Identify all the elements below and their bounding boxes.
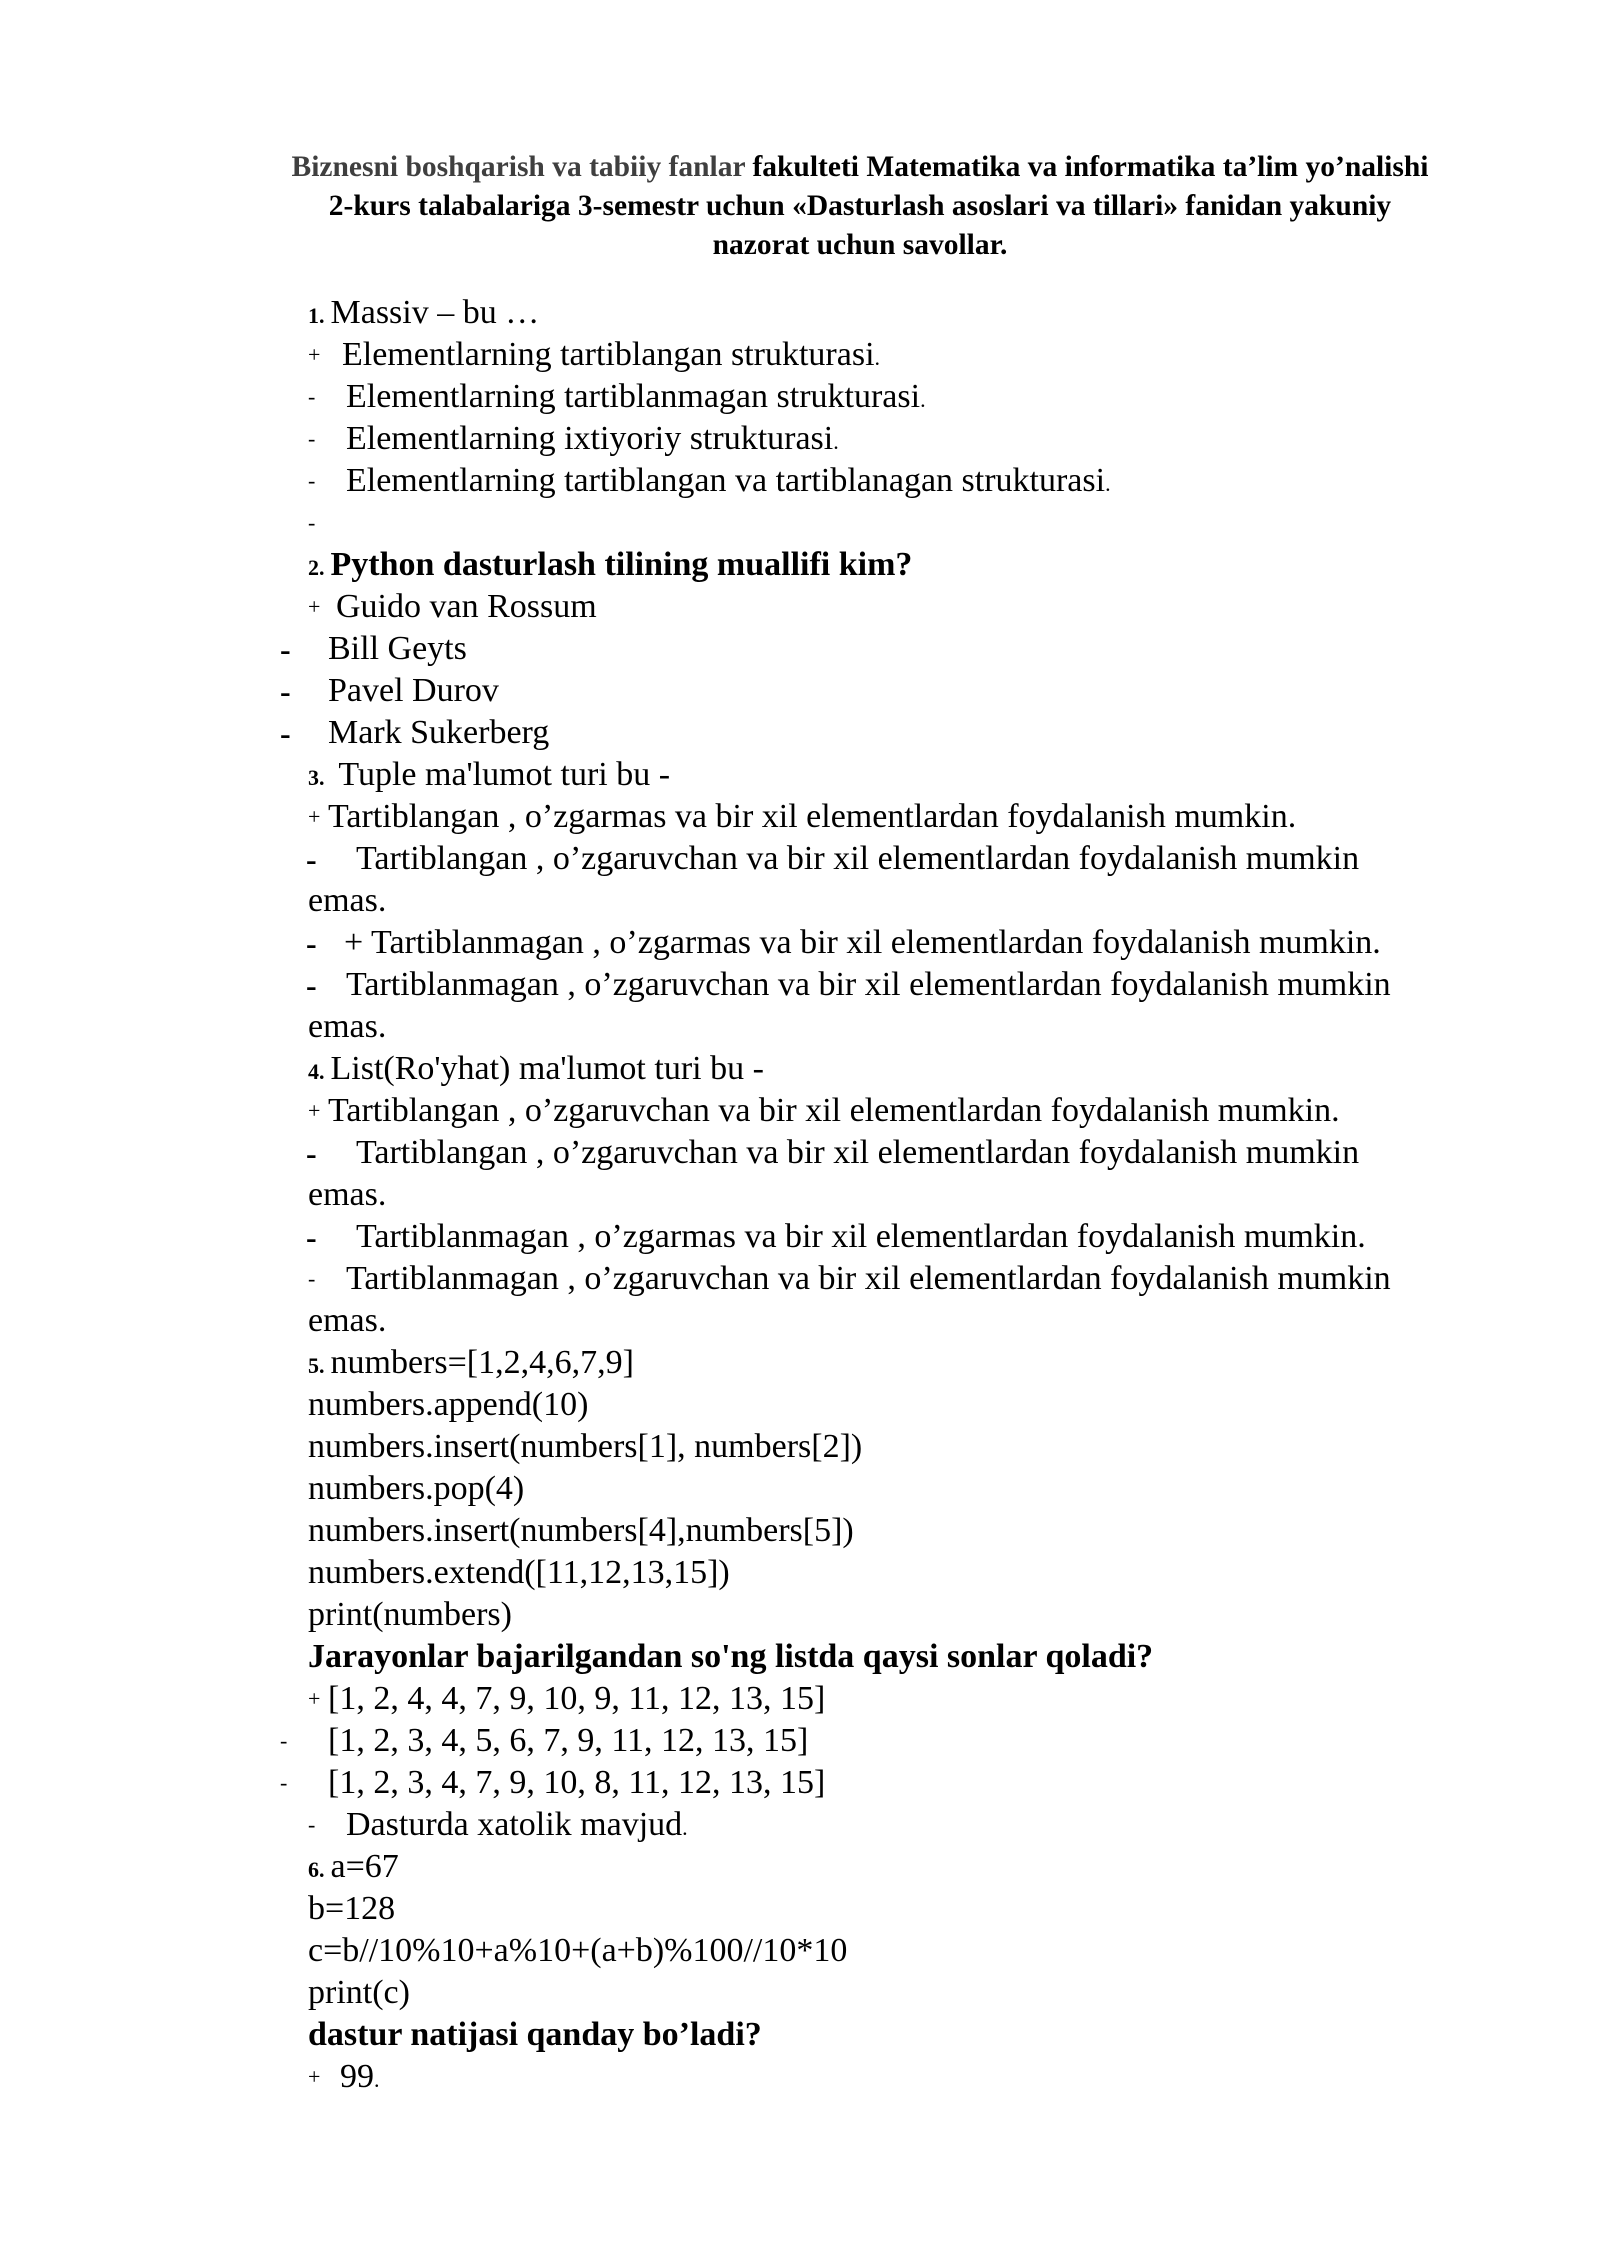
document-line (0, 1552, 1600, 1594)
question-list (0, 292, 1600, 2098)
document-line (0, 1720, 1600, 1762)
correct-answer-marker: + (308, 1686, 321, 1711)
option-text: print(numbers) (308, 1596, 512, 1633)
option-text: b=128 (308, 1890, 396, 1927)
option-text: print(c) (308, 1974, 410, 2011)
line-content (308, 1426, 862, 1468)
document-line (0, 754, 1600, 796)
document-line (0, 1426, 1600, 1468)
option-text: Bill Geyts (328, 630, 467, 667)
document-line (0, 1888, 1600, 1930)
line-content (346, 376, 926, 421)
option-text: Tartiblangan , o’zgaruvchan va bir xil elementlardan foydalanish mumkin (356, 1134, 1360, 1171)
option-text: [1, 2, 3, 4, 7, 9, 10, 8, 11, 12, 13, 15] (328, 1764, 826, 1801)
line-content (340, 2056, 380, 2101)
document-line (0, 1258, 1600, 1300)
document-line (0, 712, 1600, 754)
trailing-period: . (920, 387, 926, 412)
line-content (308, 1300, 386, 1342)
line-content (346, 1804, 688, 1849)
line-content (308, 1006, 386, 1048)
question-text: numbers=[1,2,4,6,7,9] (330, 1344, 634, 1381)
line-content (308, 1342, 634, 1387)
option-marker: - (280, 1770, 288, 1795)
line-content (308, 1636, 1153, 1678)
line-content (308, 880, 386, 922)
question-text: Python dasturlash tilining muallifi kim? (330, 546, 913, 583)
document-line (0, 1468, 1600, 1510)
document-line (0, 1678, 1600, 1720)
line-content (328, 1762, 825, 1804)
document-line (0, 1342, 1600, 1384)
document-line (0, 628, 1600, 670)
option-marker: - (308, 468, 316, 493)
option-text: numbers.append(10) (308, 1386, 589, 1423)
option-text: Elementlarning tartiblangan strukturasi (342, 336, 875, 373)
option-marker: - (308, 1266, 316, 1291)
header-faculty: Biznesni boshqarish va tabiiy fanlar (291, 151, 753, 183)
line-content (328, 796, 1296, 838)
line-content (328, 628, 467, 670)
line-content (336, 586, 597, 628)
document-line (0, 964, 1600, 1006)
question-number: 5. (308, 1353, 325, 1378)
line-content (356, 1216, 1366, 1258)
header-line-2: 2-kurs talabalariga 3-semestr uchun «Dasturlash asoslari va tillari» fanidan yakuniy (328, 190, 1392, 222)
line-content (308, 1846, 399, 1891)
document-line (0, 1132, 1600, 1174)
document-line (0, 1006, 1600, 1048)
option-marker: - (308, 426, 316, 451)
document-line (0, 1930, 1600, 1972)
document-line (0, 2056, 1600, 2098)
document-line (0, 1216, 1600, 1258)
option-marker: - (306, 1219, 317, 1255)
trailing-period: . (874, 345, 881, 370)
line-content (346, 460, 1111, 505)
option-text: Guido van Rossum (336, 588, 597, 625)
line-content (308, 1384, 588, 1426)
correct-answer-marker: + (308, 1098, 321, 1123)
line-content (328, 670, 499, 712)
document-line (0, 1762, 1600, 1804)
question-number: 2. (308, 555, 325, 580)
document-line (0, 1090, 1600, 1132)
line-content (308, 754, 670, 799)
option-text: Tartiblanmagan , o’zgaruvchan va bir xil elementlardan foydalanish mumkin (346, 966, 1391, 1003)
trailing-period: . (374, 2067, 380, 2092)
option-text: Tartiblangan , o’zgaruvchan va bir xil elementlardan foydalanish mumkin (356, 840, 1360, 877)
document-line (0, 292, 1600, 334)
line-content (308, 1930, 847, 1972)
trailing-period: . (682, 1815, 688, 1840)
document-line (0, 1846, 1600, 1888)
option-text: Jarayonlar bajarilgandan so'ng listda qaysi sonlar qoladi? (308, 1638, 1154, 1675)
option-text: Tartiblangan , o’zgarmas va bir xil elementlardan foydalanish mumkin. (328, 798, 1297, 835)
option-marker: - (306, 1135, 317, 1171)
line-content (308, 1468, 524, 1510)
document-line (0, 334, 1600, 376)
document-line (0, 1804, 1600, 1846)
line-content (328, 1720, 808, 1762)
line-content (308, 1048, 764, 1093)
document-line (0, 1510, 1600, 1552)
option-text: Elementlarning tartiblangan va tartiblanagan strukturasi (346, 462, 1106, 499)
option-text: numbers.insert(numbers[1], numbers[2]) (308, 1428, 863, 1465)
line-content (308, 1888, 395, 1930)
correct-answer-marker: + (308, 2064, 321, 2089)
option-text: [1, 2, 4, 4, 7, 9, 10, 9, 11, 12, 13, 15] (328, 1680, 826, 1717)
option-text: [1, 2, 3, 4, 5, 6, 7, 9, 11, 12, 13, 15] (328, 1722, 809, 1759)
document-header (200, 148, 1520, 265)
line-content (346, 964, 1391, 1006)
question-number: 1. (308, 303, 325, 328)
option-text: numbers.extend([11,12,13,15]) (308, 1554, 730, 1591)
correct-answer-marker: + (308, 342, 321, 367)
correct-answer-marker: + (308, 804, 321, 829)
option-text: Mark Sukerberg (328, 714, 550, 751)
document-line (0, 1174, 1600, 1216)
line-content (328, 712, 549, 754)
line-content (346, 418, 839, 463)
option-text: Tartiblanmagan , o’zgaruvchan va bir xil elementlardan foydalanish mumkin (346, 1260, 1391, 1297)
option-marker: - (280, 673, 291, 709)
header-line-3: nazorat uchun savollar. (712, 229, 1008, 261)
option-text: Pavel Durov (328, 672, 499, 709)
line-content (308, 2014, 762, 2056)
line-content (346, 1258, 1391, 1300)
option-text: Tartiblangan , o’zgaruvchan va bir xil elementlardan foydalanish mumkin. (328, 1092, 1340, 1129)
line-content (308, 544, 912, 589)
option-text: emas. (308, 1008, 387, 1045)
option-text: 99 (340, 2058, 374, 2095)
line-content (308, 1972, 410, 2014)
option-text: c=b//10%10+a%10+(a+b)%100//10*10 (308, 1932, 848, 1969)
document-line (0, 2014, 1600, 2056)
option-marker: - (306, 967, 317, 1003)
document-line (0, 544, 1600, 586)
document-line (0, 586, 1600, 628)
option-marker: - (308, 510, 316, 535)
document-line (0, 880, 1600, 922)
line-content (308, 1552, 730, 1594)
option-text: emas. (308, 1302, 387, 1339)
option-marker: - (306, 841, 317, 877)
question-text: Tuple ma'lumot turi bu - (330, 756, 671, 793)
option-text: + Tartiblanmagan , o’zgarmas va bir xil elementlardan foydalanish mumkin. (344, 924, 1381, 961)
option-marker: - (280, 631, 291, 667)
document-line (0, 1384, 1600, 1426)
option-text: Elementlarning tartiblanmagan strukturasi (346, 378, 921, 415)
option-text: emas. (308, 1176, 387, 1213)
question-text: a=67 (330, 1848, 399, 1885)
option-text: Tartiblanmagan , o’zgarmas va bir xil elementlardan foydalanish mumkin. (356, 1218, 1366, 1255)
question-number: 6. (308, 1857, 325, 1882)
document-line (0, 502, 1600, 544)
line-content (328, 1090, 1340, 1132)
line-content (356, 1132, 1359, 1174)
option-marker: - (306, 925, 317, 961)
option-text: dastur natijasi qanday bo’ladi? (308, 2016, 762, 2053)
option-text: Dasturda xatolik mavjud (346, 1806, 683, 1843)
document-line (0, 670, 1600, 712)
line-content (308, 1510, 854, 1552)
header-program: fakulteti Matematika va informatika ta’lim yo’nalishi (752, 151, 1429, 183)
line-content (344, 922, 1381, 964)
document-line (0, 418, 1600, 460)
option-marker: - (308, 1812, 316, 1837)
document-line (0, 1300, 1600, 1342)
document-line (0, 1972, 1600, 2014)
trailing-period: . (833, 429, 839, 454)
correct-answer-marker: + (308, 594, 321, 619)
document-line (0, 838, 1600, 880)
option-text: numbers.pop(4) (308, 1470, 525, 1507)
question-number: 3. (308, 765, 325, 790)
option-text: numbers.insert(numbers[4],numbers[5]) (308, 1512, 854, 1549)
document-line (0, 1594, 1600, 1636)
line-content (308, 292, 539, 337)
question-number: 4. (308, 1059, 325, 1084)
document-line (0, 1048, 1600, 1090)
trailing-period: . (1105, 471, 1111, 496)
line-content (308, 1594, 512, 1636)
document-line (0, 1636, 1600, 1678)
question-text: List(Ro'yhat) ma'lumot turi bu - (330, 1050, 764, 1087)
option-marker: - (280, 715, 291, 751)
line-content (328, 1678, 825, 1720)
option-marker: - (308, 384, 316, 409)
header-line-1 (200, 148, 1520, 187)
line-content (356, 838, 1359, 880)
question-text: Massiv – bu … (330, 294, 540, 331)
line-content (308, 1174, 386, 1216)
option-marker: - (280, 1728, 288, 1753)
document-line (0, 460, 1600, 502)
option-text: emas. (308, 882, 387, 919)
document-line (0, 922, 1600, 964)
document-line (0, 376, 1600, 418)
option-text: Elementlarning ixtiyoriy strukturasi (346, 420, 834, 457)
line-content (342, 334, 880, 379)
document-line (0, 796, 1600, 838)
